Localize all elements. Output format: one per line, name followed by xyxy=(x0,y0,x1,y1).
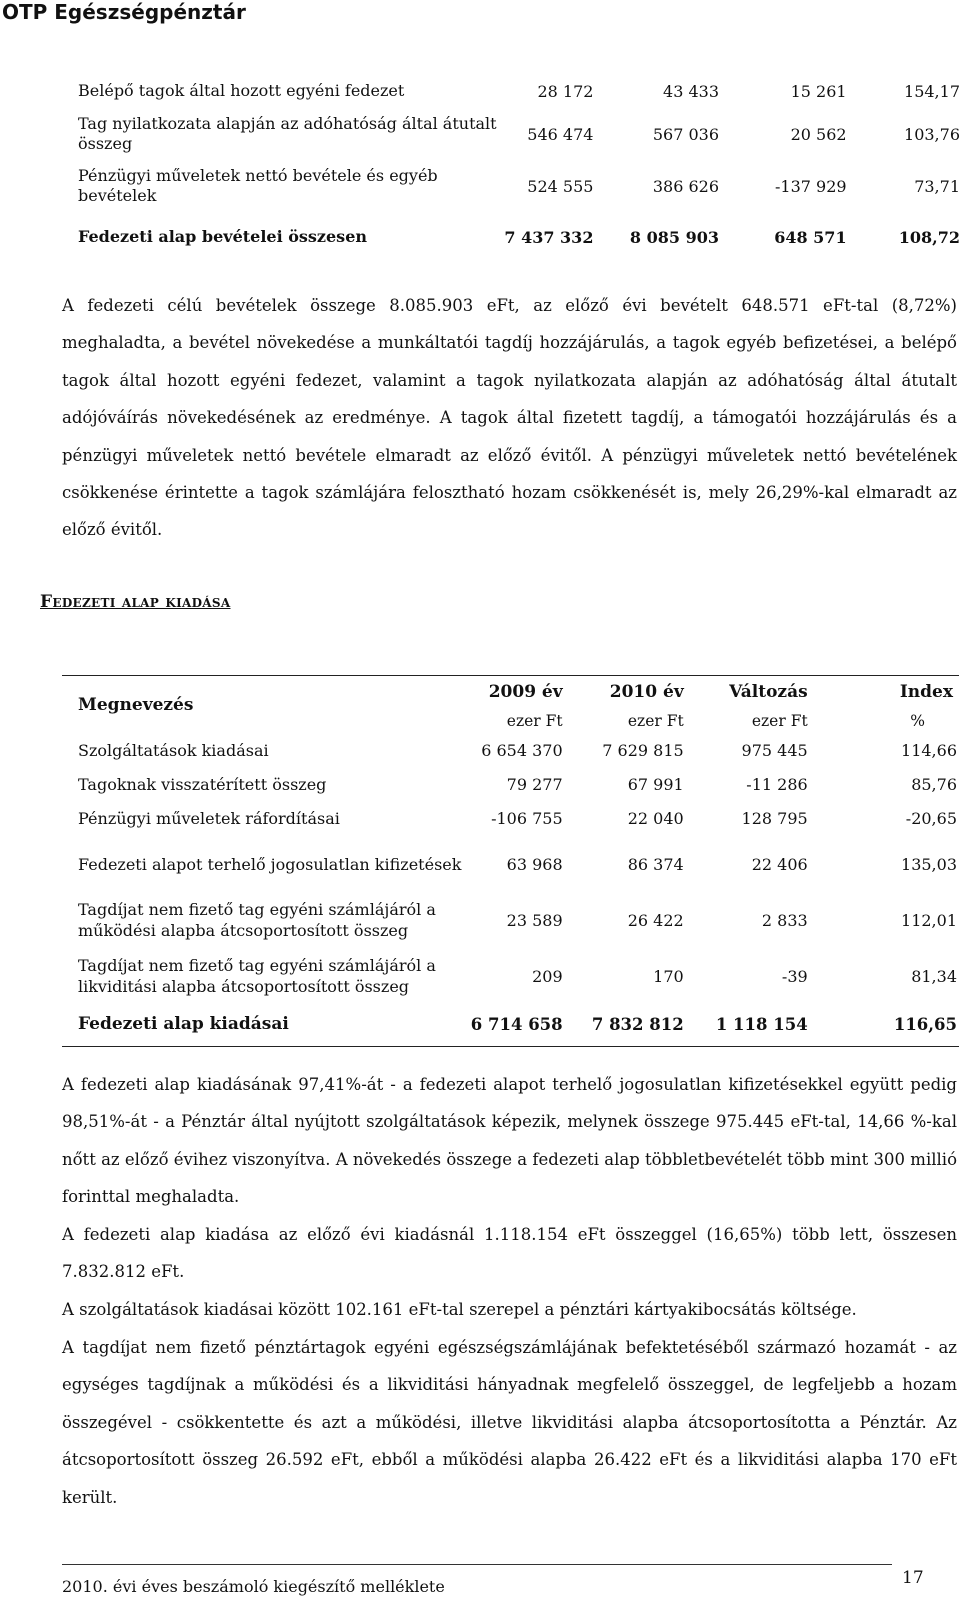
value-2009: 7 437 332 xyxy=(504,227,594,247)
value-2010: 386 626 xyxy=(652,176,719,196)
income-paragraph: A fedezeti célú bevételek összege 8.085.903 eFt, az előző évi bevételt 648.571 eFt-tal (8,72%) meghaladta, a bevétel növekedése a munkáltatói tagdíj hozzájárulás, a tagok egyéb befizetései, a belépő tagok által hozott egyéni fedezet, valamint a tagok nyilatkozata alapján az adóhatóság által átutalt adójóváírás növekedésének az eredménye. A tagok által fizetett tagdíj, a támogatói hozzájárulás és a pénzügyi műveletek nettó bevétele elmaradt az előző évitől. A pénzügyi műveletek nettó bevételének csökkenése érintette a tagok számlájára felosztható hozam csökkenését is, mely 26,29%-kal elmaradt az előző évitől. xyxy=(62,296,957,540)
unit-index: % xyxy=(910,712,925,730)
value-index: 116,65 xyxy=(808,1004,959,1046)
expense-row xyxy=(62,801,959,836)
value-2009: 6 654 370 xyxy=(481,741,563,760)
value-2009: 6 714 658 xyxy=(470,1004,563,1046)
value-2009: 63 968 xyxy=(506,854,563,874)
income-row xyxy=(78,110,960,158)
value-2010: 22 040 xyxy=(627,809,684,828)
value-index: 114,66 xyxy=(901,741,957,760)
value-change: -39 xyxy=(781,966,808,986)
unit-2009: ezer Ft xyxy=(506,712,563,730)
income-row xyxy=(78,72,960,110)
income-table-body xyxy=(78,72,960,260)
value-2009: 28 172 xyxy=(537,81,594,101)
header-2010: 2010 év xyxy=(563,676,684,709)
row-label: Szolgáltatások kiadásai xyxy=(78,741,269,760)
section-title-expense: Fedezeti alap kiadása xyxy=(40,592,231,612)
value-change: -11 286 xyxy=(746,774,808,794)
value-2009: 23 589 xyxy=(506,910,563,930)
row-label: Fedezeti alap bevételei összesen xyxy=(78,227,367,246)
expense-paragraph: A szolgáltatások kiadásai között 102.161 eFt-tal szerepel a pénztári kártyakibocsátás költsége. xyxy=(62,1300,857,1319)
row-label: Fedezeti alapot terhelő jogosulatlan kifizetések xyxy=(78,854,462,874)
value-change: 2 833 xyxy=(761,910,808,930)
row-label: Pénzügyi műveletek ráfordításai xyxy=(78,809,340,828)
document-header-title: OTP Egészségpénztár xyxy=(2,0,246,24)
value-2010: 86 374 xyxy=(627,854,684,874)
value-2009: 79 277 xyxy=(506,774,563,794)
value-index: 108,72 xyxy=(898,227,960,247)
expense-paragraph: A tagdíjat nem fizető pénztártagok egyéni egészségszámlájának befektetéséből származó hozamát - az egységes tagdíjnak a működési és a likviditási hányadnak megfelelő összeggel, de legfeljebb a hozam összegével - csökkentette és azt a működési, illetve likviditási alapba átcsoportosította a Pénztár. Az átcsoportosított összeg 26.592 eFt, ebből a működési alapba 26.422 eFt és a likviditási alapba 170 eFt került. xyxy=(62,1338,957,1507)
value-index: 73,71 xyxy=(914,176,960,196)
expense-paragraph: A fedezeti alap kiadásának 97,41%-át - a fedezeti alapot terhelő jogosulatlan kifizetésekkel együtt pedig 98,51%-át - a Pénztár által nyújtott szolgáltatások képezik, melynek összege 975.445 eFt-tal, 14,66 %-kal nőtt az előző évihez viszonyítva. A növekedés összege a fedezeti alap többletbevételét több mint 300 millió forinttal meghaladta. xyxy=(62,1075,957,1207)
value-index: 103,76 xyxy=(904,124,960,144)
row-label: Tagdíjat nem fizető tag egyéni számlájáról a likviditási alapba átcsoportosított összeg xyxy=(78,956,436,996)
value-change: 20 562 xyxy=(790,124,847,144)
row-label: Pénzügyi műveletek nettó bevétele és egyéb bevételek xyxy=(78,166,438,205)
expense-table-body xyxy=(62,676,959,735)
expense-paragraph: A fedezeti alap kiadása az előző évi kiadásnál 1.118.154 eFt összeggel (16,65%) több lett, összesen 7.832.812 eFt. xyxy=(62,1225,957,1282)
header-name: Megnevezés xyxy=(62,676,470,735)
expense-header-row xyxy=(62,676,959,709)
value-2010: 7 629 815 xyxy=(602,741,684,760)
value-index: 154,17 xyxy=(904,81,960,101)
expense-row xyxy=(62,1004,959,1046)
income-row xyxy=(78,214,960,260)
expense-row xyxy=(62,892,959,948)
value-change: 128 795 xyxy=(741,809,808,828)
value-index: 85,76 xyxy=(911,774,957,794)
income-row xyxy=(78,158,960,214)
value-2009: 524 555 xyxy=(527,176,594,196)
row-label: Tagoknak visszatérített összeg xyxy=(78,774,327,794)
expense-table-rows xyxy=(62,734,959,1046)
value-change: 648 571 xyxy=(774,227,847,247)
header-index: Index xyxy=(808,676,959,709)
header-change: Változás xyxy=(684,676,808,709)
value-change: 22 406 xyxy=(751,854,808,874)
value-2010: 567 036 xyxy=(652,124,719,144)
value-2010: 170 xyxy=(653,966,684,986)
value-2010: 7 832 812 xyxy=(563,1004,684,1046)
row-label: Tag nyilatkozata alapján az adóhatóság által átutalt összeg xyxy=(78,114,497,153)
expense-row xyxy=(62,734,959,767)
expense-table xyxy=(62,675,959,1047)
value-change: 1 118 154 xyxy=(684,1004,808,1046)
value-2009: -106 755 xyxy=(491,809,563,828)
value-2010: 8 085 903 xyxy=(629,227,719,247)
expense-row xyxy=(62,767,959,801)
value-change: -137 929 xyxy=(775,176,847,196)
value-2009: 546 474 xyxy=(527,124,594,144)
row-label: Fedezeti alap kiadásai xyxy=(62,1004,470,1046)
header-2009: 2009 év xyxy=(470,676,563,709)
page-number: 17 xyxy=(902,1568,924,1588)
value-2010: 43 433 xyxy=(663,81,719,101)
value-2009: 209 xyxy=(532,966,563,986)
value-index: 81,34 xyxy=(911,966,957,986)
value-index: -20,65 xyxy=(905,809,957,828)
value-change: 15 261 xyxy=(790,81,847,101)
value-change: 975 445 xyxy=(741,741,808,760)
expense-row xyxy=(62,836,959,892)
value-index: 112,01 xyxy=(901,910,957,930)
footer-text: 2010. évi éves beszámoló kiegészítő melléklete xyxy=(62,1577,445,1596)
value-2010: 67 991 xyxy=(627,774,684,794)
expense-row xyxy=(62,948,959,1004)
unit-change: ezer Ft xyxy=(751,712,808,730)
row-label: Tagdíjat nem fizető tag egyéni számlájáról a működési alapba átcsoportosított összeg xyxy=(78,900,436,940)
row-label: Belépő tagok által hozott egyéni fedezet xyxy=(78,81,405,100)
footer-divider xyxy=(62,1564,892,1565)
value-index: 135,03 xyxy=(901,854,957,874)
value-2010: 26 422 xyxy=(627,910,684,930)
income-table xyxy=(78,72,960,260)
unit-2010: ezer Ft xyxy=(627,712,684,730)
